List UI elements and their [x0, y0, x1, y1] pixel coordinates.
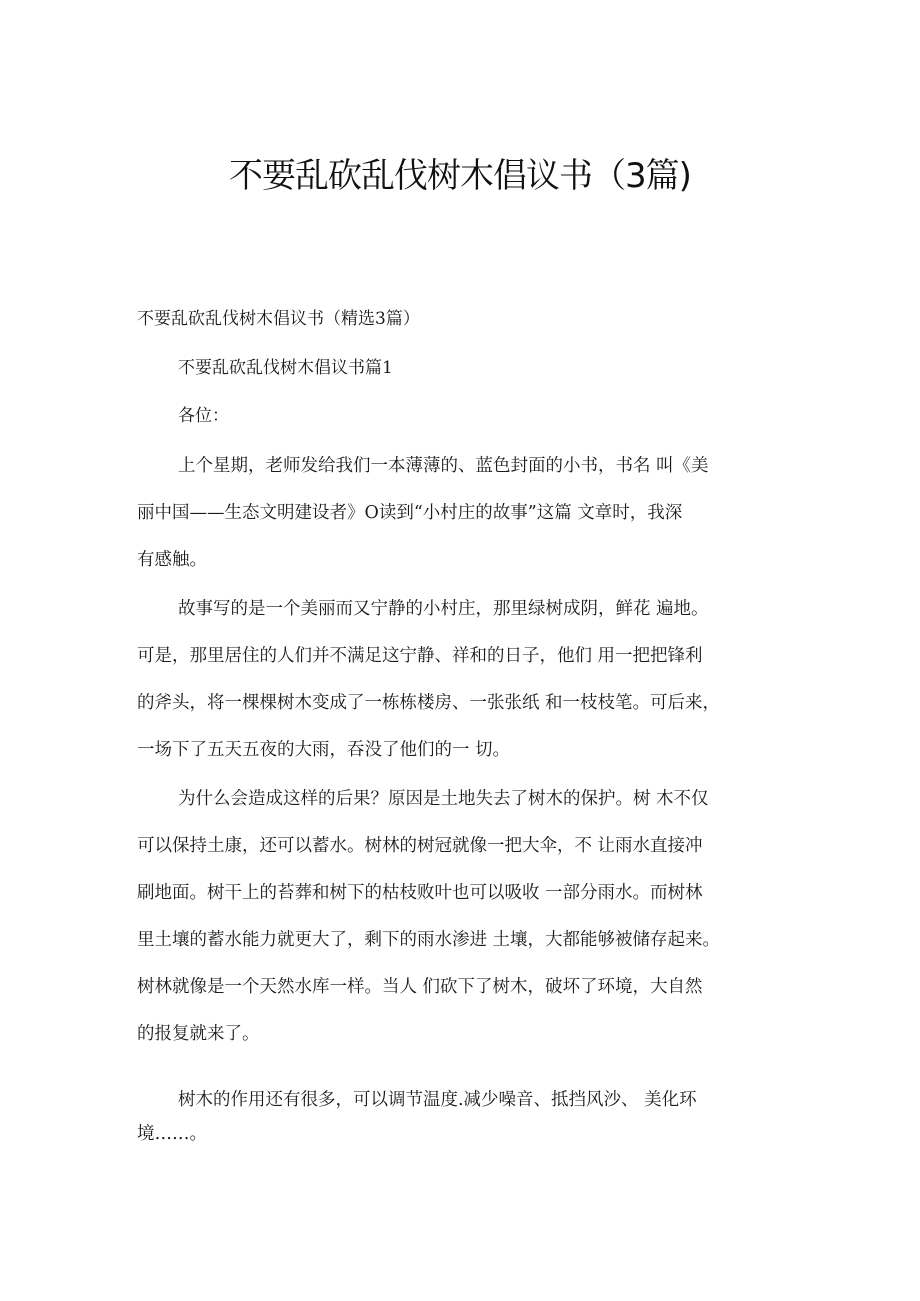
document-subtitle: 不要乱砍乱伐树木倡议书（精选3篇）: [137, 309, 420, 329]
paragraph-line: 的报复就来了。: [137, 1024, 260, 1044]
paragraph-3: [137, 776, 797, 1058]
paragraph-4: [137, 1083, 797, 1151]
paragraph-line: 树林就像是一个天然水库一样。当人 们砍下了树木，破坏了环境，大自然: [137, 977, 703, 997]
document-title: 不要乱砍乱伐树木倡议书（3篇): [229, 156, 691, 196]
paragraph-line: 有感触。: [137, 550, 207, 570]
paragraph-2: [137, 586, 797, 774]
salutation: 各位：: [178, 406, 229, 426]
paragraph-line: 故事写的是一个美丽而又宁静的小村庄，那里绿树成阴，鲜花 遍地。: [178, 599, 709, 619]
paragraph-line: 刷地面。树干上的苔葬和树下的枯枝败叶也可以吸收 一部分雨水。而树林: [137, 883, 703, 903]
paragraph-line: 里土壤的蓄水能力就更大了，剩下的雨水渗进 土壤，大都能够被储存起来。: [137, 930, 721, 950]
paragraph-1: [137, 443, 797, 584]
paragraph-line: 丽中国——生态文明建设者》O读到“小村庄的故事”这篇 文章时，我深: [137, 503, 683, 523]
paragraph-line: 为什么会造成这样的后果？原因是土地失去了树木的保护。树 木不仅: [178, 789, 709, 809]
section-heading: 不要乱砍乱伐树木倡议书篇1: [178, 358, 393, 378]
paragraph-line: 可是，那里居住的人们并不满足这宁静、祥和的日子，他们 用一把把锋利: [137, 646, 703, 666]
paragraph-line: 一场下了五天五夜的大雨，吞没了他们的一 切。: [137, 740, 511, 760]
paragraph-line: 上个星期，老师发给我们一本薄薄的、蓝色封面的小书，书名 叫《美: [178, 456, 709, 476]
paragraph-line: 的斧头，将一棵棵树木变成了一栋栋楼房、一张张纸 和一枝枝笔。可后来，: [137, 693, 721, 713]
paragraph-line: 境……。: [137, 1124, 207, 1144]
paragraph-line: 树木的作用还有很多，可以调节温度.减少噪音、抵挡风沙、 美化环: [178, 1090, 697, 1110]
paragraph-line: 可以保持土康，还可以蓄水。树林的树冠就像一把大伞，不 让雨水直接冲: [137, 836, 703, 856]
